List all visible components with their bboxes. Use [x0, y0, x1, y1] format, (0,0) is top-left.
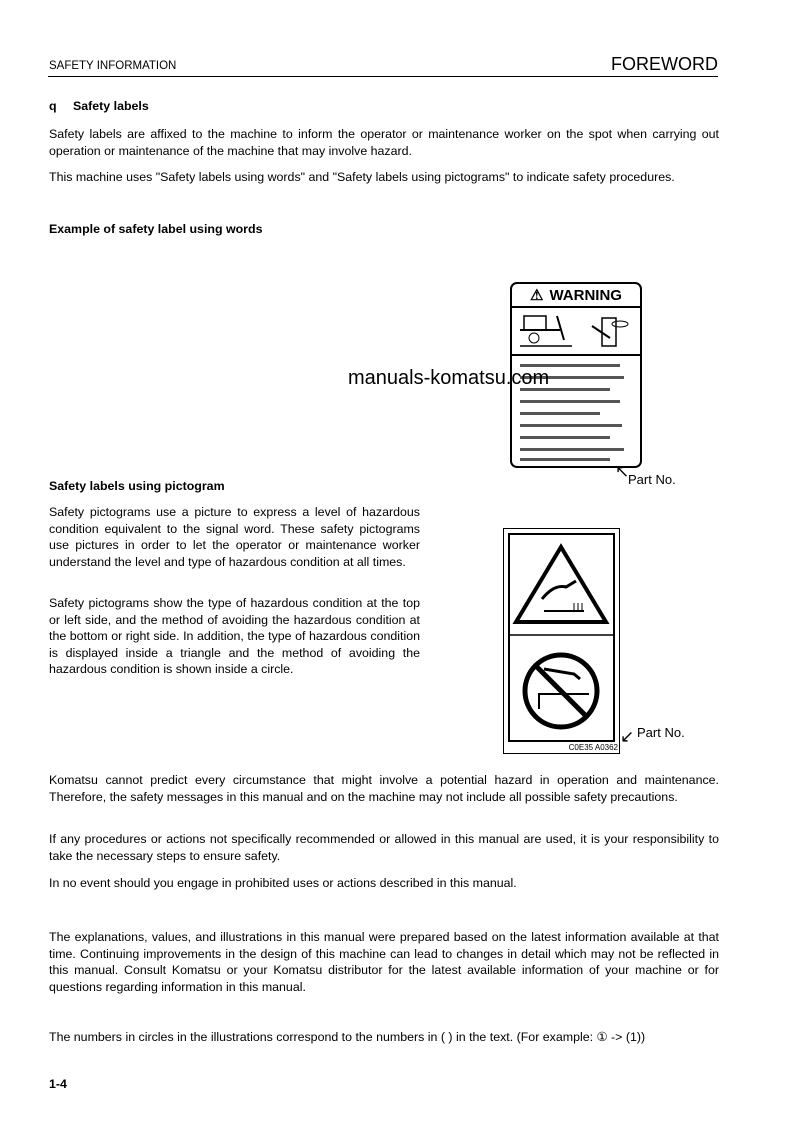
intro-paragraph: Safety labels are affixed to the machine to inform the operator or maintenance worker on the spot when carrying out operation or maintenance of the machine that may involve hazard. [49, 127, 719, 158]
body-paragraph: Komatsu cannot predict every circumstance that might involve a potential hazard in operation and maintenance. Therefore, the safety messages in this manual and on the machine may not include all possible safety precautions. [49, 773, 719, 804]
page-number: 1-4 [49, 1077, 67, 1091]
pictogram-label-illustration [503, 528, 620, 754]
body-paragraph: The numbers in circles in the illustrations correspond to the numbers in ( ) in the text. (For example: ① -> (1)) [49, 1030, 646, 1044]
section-title: Safety labels [73, 99, 149, 113]
pictogram-title: Safety labels using pictogram [49, 479, 225, 493]
machine-hazard-icon [512, 308, 640, 354]
signal-word: WARNING [549, 286, 622, 304]
body-paragraph: In no event should you engage in prohibited uses or actions described in this manual. [49, 876, 517, 890]
pictogram-paragraph: Safety pictograms use a picture to express a level of hazardous condition equivalent to the signal word. These safety pictograms use pictures in order to let the operator or maintenance worker understand the level and type of hazardous condition at all times. [49, 505, 420, 569]
header-rule [48, 76, 718, 77]
hazard-triangle-icon [516, 547, 606, 622]
pictogram-graphic [504, 529, 619, 753]
warning-triangle-icon: ⚠ [530, 287, 544, 304]
watermark: manuals-komatsu.com [348, 367, 550, 389]
pictogram-part-no-label: Part No. [637, 725, 685, 740]
part-no-arrow-icon: ↖ [615, 462, 630, 481]
hazard-pictures [512, 308, 640, 356]
header-chapter: FOREWORD [611, 54, 718, 74]
body-paragraph: If any procedures or actions not specifically recommended or allowed in this manual are used, it is your responsibility to take the necessary steps to ensure safety. [49, 832, 719, 863]
part-no-arrow-icon: ↙ [620, 727, 635, 746]
body-paragraph: The explanations, values, and illustrations in this manual were prepared based on the latest information available at that time. Continuing improvements in the design of this machine can lead to changes in detail which may not be reflected in this manual. Consult Komatsu or your Komatsu distributor for the latest available information of your machine or for questions regarding information in this manual. [49, 930, 719, 994]
prohibition-circle-icon [525, 655, 597, 727]
part-no-label: Part No. [628, 472, 676, 487]
words-example-title: Example of safety label using words [49, 222, 263, 236]
pictogram-code: C0E35 A0362 [568, 743, 618, 752]
pictogram-paragraph: Safety pictograms show the type of hazardous condition at the top or left side, and the method of avoiding the hazardous condition at the bottom or right side. In addition, the type of hazardous condition is displayed inside a triangle and the method of avoiding the hazardous condition is shown inside a circle. [49, 596, 420, 676]
section-bullet: q [49, 99, 57, 113]
intro-paragraph: This machine uses "Safety labels using words" and "Safety labels using pictograms" to indicate safety procedures. [49, 170, 675, 184]
header-section: SAFETY INFORMATION [49, 60, 177, 72]
